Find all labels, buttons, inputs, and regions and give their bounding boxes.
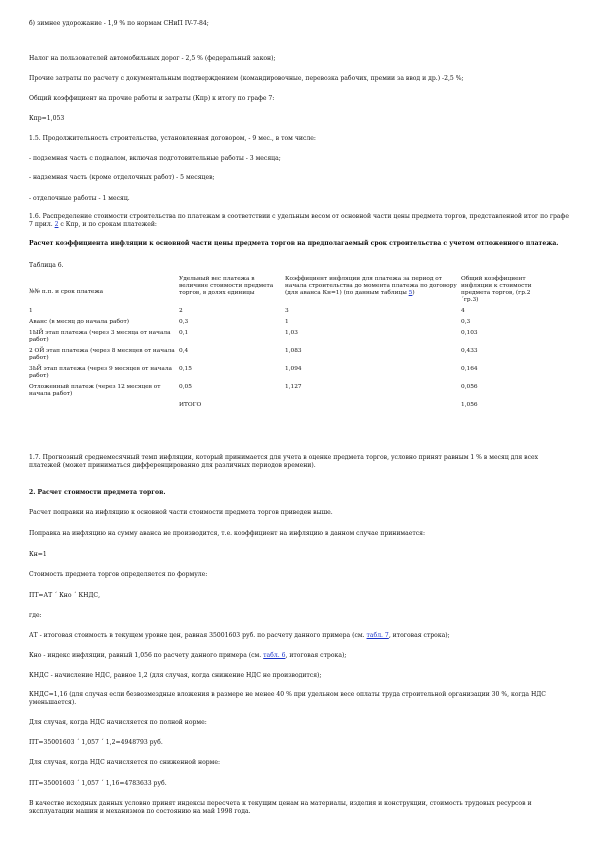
- paragraph-text: Кно - индекс инфляции, равный 1,056 по расчету данного примера (см.: [29, 652, 264, 659]
- paragraph: Расчет коэффициента инфляции к основной части цены предмета торгов на предполагаемый срок строительства с учетом отложенного платежа.: [29, 240, 559, 247]
- paragraph: - отделочные работы - 1 месяц.: [29, 195, 130, 202]
- paragraph: Прочие затраты по расчету с документальным подтверждением (командировочные, перевозка рабочих, премии за ввод и др.) -2,5 %;: [29, 75, 464, 82]
- row-coef: 1: [285, 319, 289, 325]
- paragraph: Для случая, когда НДС начисляется по полной норме:: [29, 719, 207, 726]
- row-name: 3ЬЙ этап платежа (через 9 месяцев от начала работ): [29, 366, 172, 379]
- row-total: 0,433: [461, 348, 478, 354]
- paragraph: Стоимость предмета торгов определяется по формуле:: [29, 571, 208, 578]
- header-cell: Удельный вес платежа в величине стоимости предмета торгов, в долях единицы: [179, 276, 274, 296]
- number-cell: 3: [285, 308, 289, 314]
- total-value: 1,056: [461, 402, 478, 408]
- number-cell: 1: [29, 308, 33, 314]
- table-row: [29, 380, 541, 398]
- paragraph-text: с Кпр, и по срокам платежей:: [58, 221, 157, 228]
- total-label: ИТОГО: [179, 402, 202, 408]
- paragraph: КНДС=1,16 (для случая если безвозмездные вложения в размере не менее 40 % при удельном весе оплаты труда строительной организации 30 %, когда НДС уменьшается).: [29, 691, 546, 706]
- row-total: 0,3: [461, 319, 471, 325]
- paragraph-text: , итоговая строка);: [285, 652, 347, 659]
- paragraph: Поправка на инфляцию на сумму аванса не производится, т.е. коэффициент на инфляцию в данном случае принимается:: [29, 530, 426, 537]
- table-row: [29, 362, 541, 380]
- row-coef: 1,127: [285, 384, 302, 390]
- row-name: Отложенный платеж (через 12 месяцев от начала работ): [29, 384, 161, 397]
- paragraph-text: 1.6. Распределение стоимости строительства по платежам в соответствии с удельным весом от основной части цены предмета торгов, представленной итог по графе 7 прил.: [29, 213, 569, 228]
- header-cell: [285, 276, 461, 304]
- number-cell: 4: [461, 308, 465, 314]
- row-name: 2 ОЙ этап платежа (через 8 месяцев от начала работ): [29, 348, 175, 361]
- paragraph: Общий коэффициент на прочие работы и затраты (Кпр) к итогу по графе 7:: [29, 95, 275, 102]
- row-weight: 0,1: [179, 330, 189, 336]
- paragraph: б) зимнее удорожание - 1,9 % по нормам СНиП IV-7-84;: [29, 20, 209, 27]
- paragraph: Расчет поправки на инфляцию к основной части стоимости предмета торгов приведен выше.: [29, 509, 333, 516]
- formula: Кн=1: [29, 551, 47, 558]
- table-link[interactable]: табл. 6: [263, 652, 286, 659]
- row-coef: 1,083: [285, 348, 302, 354]
- table-row: [29, 315, 541, 326]
- row-total: 0,164: [461, 366, 478, 372]
- table-link[interactable]: табл. 7: [366, 632, 389, 639]
- appendix-link[interactable]: 2: [54, 221, 59, 228]
- header-cell: №№ п.п. и срок платежа: [29, 289, 104, 295]
- table-row: [29, 344, 541, 362]
- paragraph-text: АТ - итоговая стоимость в текущем уровне цен, равная 35001603 руб. по расчету данного примера (см.: [29, 632, 367, 639]
- paragraph: 1.5. Продолжительность строительства, установленная договором, - 9 мес., в том числе:: [29, 135, 316, 142]
- row-coef: 1,094: [285, 366, 302, 372]
- paragraph: [29, 632, 569, 640]
- header-text: Коэффициент инфляции для платежа за период от начала строительства до момента платежа по договору (для аванса Кн=1) (по данным таблицы: [285, 276, 457, 296]
- row-weight: 0,05: [179, 384, 192, 390]
- paragraph: [29, 213, 569, 229]
- formula: ПТ=35001603 ´ 1,057 ´ 1,16=4783633 руб.: [29, 780, 167, 787]
- inflation-table: [29, 276, 541, 409]
- table-caption: Таблица 6.: [29, 262, 64, 269]
- row-coef: 1,03: [285, 330, 298, 336]
- row-total: 0,056: [461, 384, 478, 390]
- table-number-row: [29, 304, 541, 315]
- paragraph-text: , итоговая строка);: [388, 632, 450, 639]
- paragraph: где:: [29, 612, 42, 619]
- formula: ПТ=АТ ´ Кно ´ КНДС,: [29, 592, 101, 599]
- header-cell: Общий коэффициент инфляции к стоимости предмета торгов, (гр.2´гр.3): [461, 276, 532, 303]
- number-cell: 2: [179, 308, 183, 314]
- row-name: Аванс (в месяц до начала работ): [29, 319, 129, 325]
- row-weight: 0,15: [179, 366, 192, 372]
- row-total: 0,103: [461, 330, 478, 336]
- table-row: [29, 326, 541, 344]
- paragraph: [29, 652, 569, 660]
- row-name: 1ЫЙ этап платежа (через 3 месяца от начала работ): [29, 330, 171, 343]
- paragraph: 1.7. Прогнозный среднемесячный темп инфляции, который принимается для учета в оценке предмета торгов, условно принят равным 1 % в месяц для всех платежей (может приниматься дифференцированно для различных периодов времени).: [29, 454, 539, 469]
- paragraph: - надземная часть (кроме отделочных работ) - 5 месяцев;: [29, 174, 215, 181]
- paragraph: Кпр=1,053: [29, 115, 65, 122]
- formula: ПТ=35001603 ´ 1,057 ´ 1,2=4948793 руб.: [29, 739, 163, 746]
- table-total-row: [29, 398, 541, 409]
- row-weight: 0,3: [179, 319, 189, 325]
- paragraph: В качестве исходных данных условно принят индексы пересчета к текущим ценам на материалы, изделия и конструкции, стоимость трудовых ресурсов и эксплуатации машин и механизмов по состоянию на май 1998 года.: [29, 800, 532, 815]
- paragraph: КНДС - начисление НДС, равное 1,2 (для случая, когда снижение НДС не производится);: [29, 672, 322, 679]
- section-heading: 2. Расчет стоимости предмета торгов.: [29, 489, 166, 496]
- paragraph: Налог на пользователей автомобильных дорог - 2,5 % (федеральный закон);: [29, 55, 276, 62]
- paragraph: Для случая, когда НДС начисляется по сниженной норме:: [29, 759, 221, 766]
- paragraph: - подземная часть с подвалом, включая подготовительные работы - 3 месяца;: [29, 155, 281, 162]
- table-header-row: [29, 276, 541, 304]
- table-link[interactable]: 5: [408, 290, 413, 296]
- row-weight: 0,4: [179, 348, 189, 354]
- header-text: ): [412, 290, 415, 296]
